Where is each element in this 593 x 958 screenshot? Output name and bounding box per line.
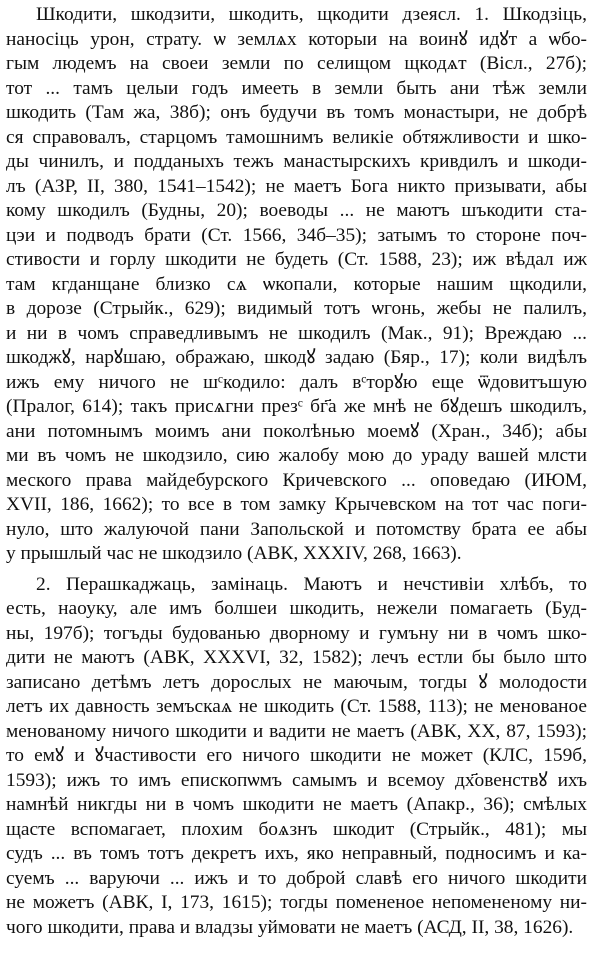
- text-line: лъ (АЗР, II, 380, 1541–1542); не маетъ Бога никто призывати, абы: [6, 175, 587, 197]
- text-line: XVII, 186, 1662); то все в том замку Крычевском на тот час поги-: [6, 494, 587, 515]
- text-line: то емꙋ и ꙋчастивости его ничого шкодити не может (КЛС, 159б,: [6, 745, 587, 766]
- text-line: нуло, што жалуючой пани Запольской и потомству брата ее абы: [6, 518, 587, 540]
- text-line: 1593); ижъ то имъ епископѡмъ самымъ и всемоу дх҃овенствꙋ ихъ: [6, 769, 587, 791]
- text-line: шкодить (Там жа, 38б); онъ будучи въ томъ монастыри, не добрѣ: [6, 102, 587, 123]
- text-line: шкоджꙋ, нарꙋшаю, ображаю, шкодꙋ задаю (Бяр., 17); коли видѣлъ: [6, 347, 587, 368]
- text-line: Шкодити, шкодзити, шкодить, щкодити дзеясл. 1. Шкодзіць,: [36, 4, 587, 25]
- text-line: ми въ чомъ не шкодзило, сию жалобу мою до ураду вашей млсти: [6, 445, 587, 466]
- text-line: в дорозе (Стрыйк., 629); видимый тотъ ѡгонь, жебы не палилъ,: [6, 298, 587, 319]
- text-line: щасте вспомагает, плохим боѧзнъ шкодит (Стрыйк., 481); мы: [6, 818, 587, 840]
- text-line: наносіць урон, страту. ѡ землѧх которыи на воинꙋ идꙋт а ѡбо-: [6, 28, 587, 50]
- text-line: тот ... тамъ целыи годъ имееть в земли быть ани тѣж земли: [6, 77, 587, 99]
- text-line: судъ ... въ томъ тотъ декретъ ихъ, яко неправный, подносимъ и ка-: [6, 843, 587, 864]
- text-line: ды чинилъ, и подданыхъ тежъ манастырскихъ кривдилъ и шкоди-: [6, 151, 587, 172]
- text-line: стивости и горлу шкодити не будеть (Ст. 1588, 23); иж вѣдал иж: [6, 249, 587, 270]
- text-line: ны, 197б); тогъды будованью дворному и гумъну ни в чомъ шко-: [6, 622, 587, 644]
- text-line: не можетъ (АВК, I, 173, 1615); тогды помененое непомененому ни-: [6, 892, 587, 913]
- text-line: у прышлый час не шкодзило (АВК, XXXIV, 268, 1663).: [6, 543, 462, 564]
- text-line: ся справовалъ, старцомъ тамошнимъ великіе обтяжливости и шко-: [6, 126, 587, 148]
- text-line: намнѣй никгды ни в чомъ шкодити не маетъ (Апакр., 36); смѣлых: [6, 794, 587, 815]
- text-line: там кгданщане близко сѧ ѡкопали, которые нашим щкодили,: [6, 273, 587, 295]
- text-line: суемъ ... варуючи ... ижъ и то доброй славѣ его ничого шкодити: [6, 867, 587, 889]
- text-line: менованому ничого шкодити и вадити не маетъ (АВК, XX, 87, 1593);: [6, 720, 587, 742]
- text-line: и ни в чомъ справедливымъ не шкодилъ (Мак., 91); Вреждаю ...: [6, 322, 587, 344]
- text-line: чого шкодити, права и владзы уймовати не маетъ (АСД, II, 38, 1626).: [6, 916, 574, 938]
- text-line: есть, наоуку, але имъ болшеи шкодить, нежели помагаеть (Буд-: [6, 598, 587, 619]
- text-line: меского права майдебурского Кричевского ... оповедаю (ИЮМ,: [6, 469, 587, 491]
- text-line: (Пралог, 614); такъ присѧгни презᶜ бг҃а же мнѣ не бꙋдешъ шкодилъ,: [6, 396, 587, 417]
- text-line: гым людемъ на своеи земли по селищом щкодѧт (Віcл., 27б);: [6, 53, 587, 74]
- text-line: кому шкодилъ (Будны, 20); воеводы ... не маютъ шъкодити ста-: [6, 200, 587, 221]
- text-line: летъ их давность земъскаѧ не шкодить (Ст. 1588, 113); не менованое: [6, 696, 587, 717]
- sense-2-paragraph: [6, 573, 587, 941]
- text-line: цэи и подводъ брати (Ст. 1566, 34б–35); затымъ то стороне поч-: [6, 224, 587, 246]
- text-line: дити не маютъ (АВК, XXXVI, 32, 1582); лечъ естли бы было што: [6, 647, 587, 668]
- text-line: ани потомнымъ моимъ ани поколѣнью моемꙋ (Хран., 34б); абы: [6, 420, 587, 442]
- text-line: ижъ ему ничого не шᶜкодило: далъ вᶜторꙋю еще ѿдовитъшую: [6, 371, 587, 393]
- sense-1-paragraph: [6, 3, 587, 567]
- text-line: записано детѣмъ летъ дорослых не маючым, тогды ꙋ молодости: [6, 671, 587, 693]
- text-line: 2. Перашкаджаць, замінаць. Маютъ и нечстивіи хлѣбъ, то: [36, 573, 587, 595]
